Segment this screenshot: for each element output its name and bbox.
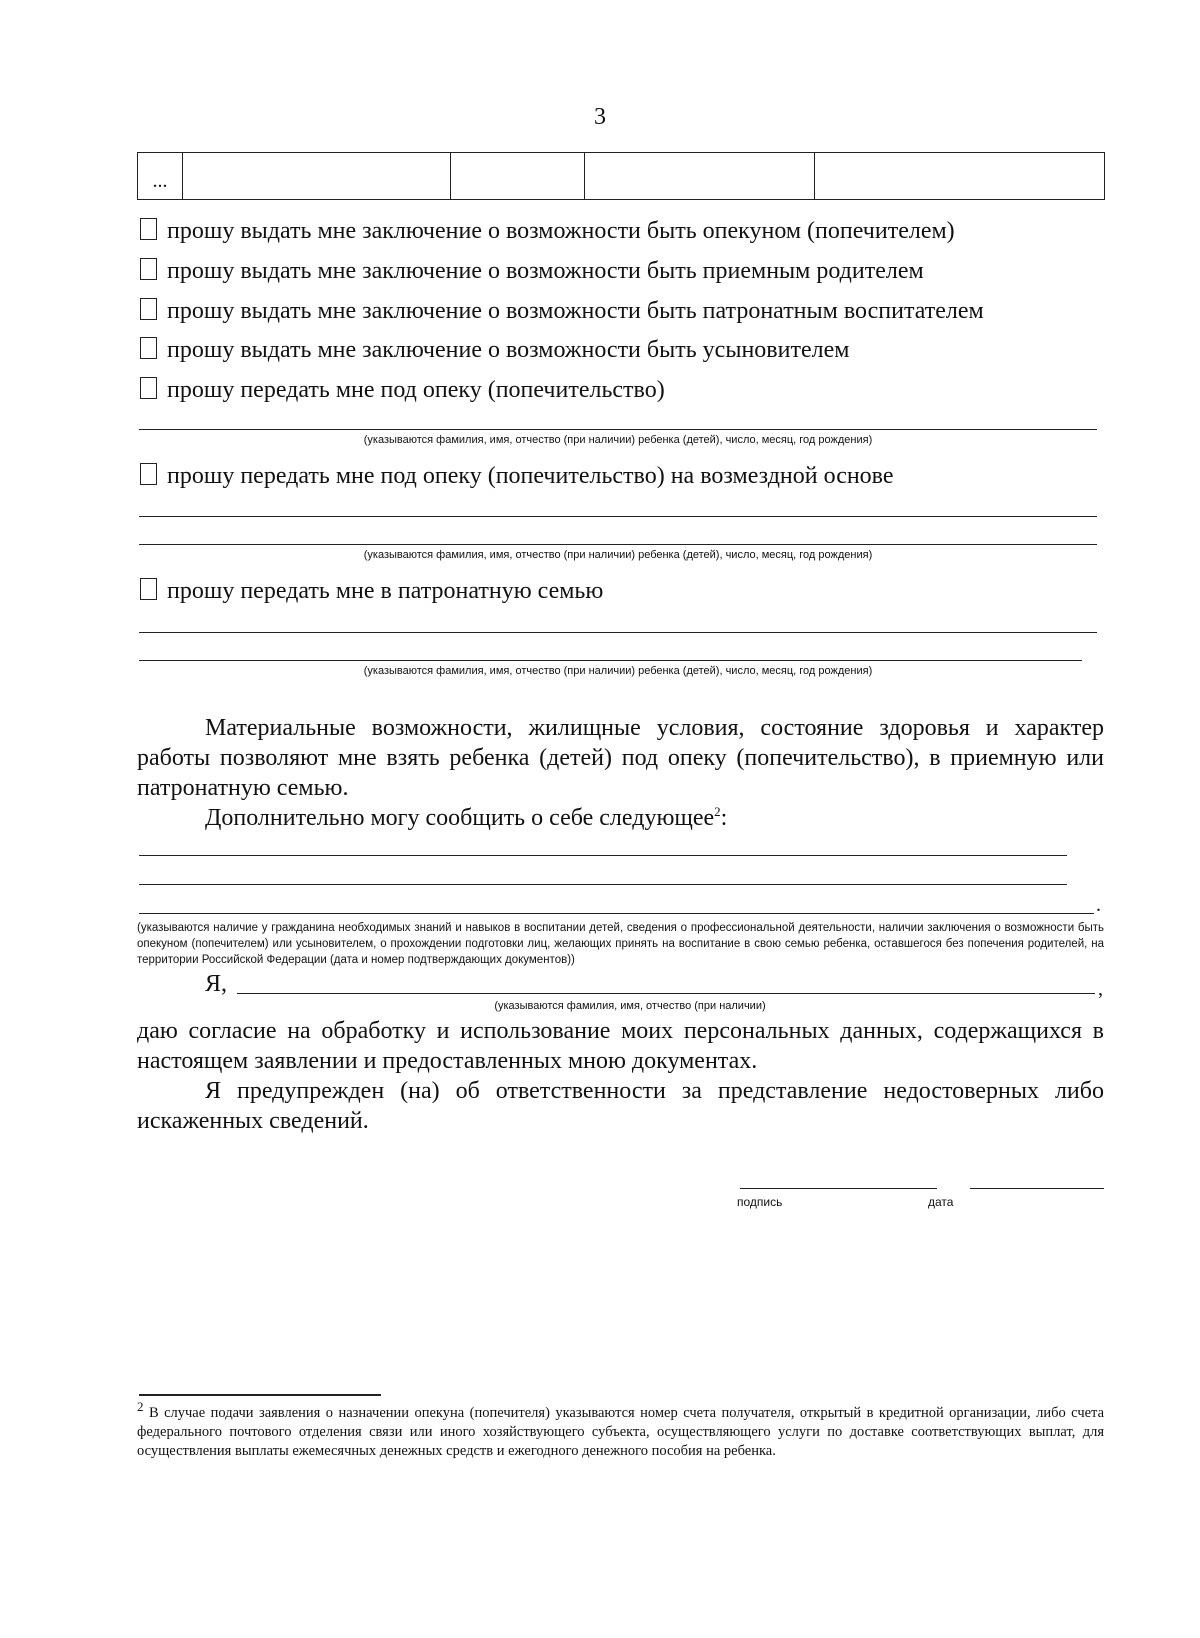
table-cell[interactable] [585, 153, 815, 199]
option-paid-custody [140, 461, 894, 491]
child-hint-1: (указываются фамилия, имя, отчество (при наличии) ребенка (детей), число, месяц, год рождения) [363, 434, 873, 446]
table-row [137, 152, 1105, 200]
checkbox-paid-custody[interactable] [140, 463, 157, 485]
period-mark: . [1096, 894, 1101, 916]
table-cell[interactable] [815, 153, 1104, 199]
checkbox-adoptive-parent[interactable] [140, 258, 157, 280]
option-foster [140, 576, 603, 606]
signature-label: подпись [737, 1195, 783, 1209]
additional-line-2[interactable] [139, 884, 1067, 885]
option-patronage-educator [140, 296, 984, 326]
signature-line[interactable] [740, 1188, 937, 1189]
option-guardian [140, 216, 955, 246]
paragraph-material: Материальные возможности, жилищные условия, состояние здоровья и характер работы позволяют мне взять ребенка (детей) под опеку (попечительство), в приемную или патронатную семью. [137, 715, 1104, 801]
option-adoptive-parent [140, 256, 924, 286]
additional-line-1[interactable] [139, 855, 1067, 856]
child-line-3a[interactable] [139, 632, 1097, 633]
option-patronage-educator-label: прошу выдать мне заключение о возможности быть патронатным воспитателем [167, 298, 984, 324]
paragraph-additional: Дополнительно могу сообщить о себе следующее$^2$: [205, 804, 728, 831]
option-guardian-label: прошу выдать мне заключение о возможности быть опекуном (попечителем) [167, 218, 955, 244]
page-number: 3 [594, 104, 606, 130]
comma-mark: , [1098, 978, 1103, 1000]
child-line-1[interactable] [139, 429, 1097, 430]
checkbox-foster[interactable] [140, 578, 157, 600]
checkbox-patronage-educator[interactable] [140, 298, 157, 320]
paragraph-warning: Я предупрежден (на) об ответственности за представление недостоверных либо искаженных сведений. [137, 1078, 1104, 1134]
paragraph-consent: даю согласие на обработку и использование моих персональных данных, содержащихся в настоящем заявлении и предоставленных мною документах. [137, 1018, 1104, 1074]
checkbox-guardian[interactable] [140, 218, 157, 240]
additional-line-3[interactable] [139, 913, 1094, 914]
child-hint-3: (указываются фамилия, имя, отчество (при наличии) ребенка (детей), число, месяц, год рождения) [363, 665, 873, 677]
table-cell[interactable] [451, 153, 585, 199]
table-cell[interactable] [183, 153, 451, 199]
footnote: $^2$ В случае подачи заявления о назначении опекуна (попечителя) указываются номер счета получателя, открытый в кредитной организации, либо счета федерального почтового отделения связи или иного хозяйствующего субъекта, осуществляющего услуги по доставке соответствующих выплат, для осуществления выплаты ежемесячных денежных средств и ежегодного денежного пособия на ребенка. [137, 1399, 1104, 1459]
checkbox-custody[interactable] [140, 377, 157, 399]
option-custody-label: прошу передать мне под опеку (попечительство) [167, 377, 665, 403]
child-line-2b[interactable] [139, 544, 1097, 545]
child-line-2a[interactable] [139, 516, 1097, 517]
option-adoptive-parent-label: прошу выдать мне заключение о возможности быть приемным родителем [167, 258, 924, 284]
fio-hint: (указываются фамилия, имя, отчество (при наличии) [494, 1000, 766, 1012]
option-paid-custody-label: прошу передать мне под опеку (попечительство) на возмездной основе [167, 463, 894, 489]
checkbox-adopter[interactable] [140, 337, 157, 359]
date-line[interactable] [970, 1188, 1104, 1189]
option-custody [140, 375, 665, 405]
option-adopter [140, 335, 849, 365]
child-line-3b[interactable] [139, 660, 1082, 661]
table-cell-dots: ... [138, 153, 183, 199]
date-label: дата [928, 1195, 954, 1209]
option-foster-label: прошу передать мне в патронатную семью [167, 578, 604, 604]
additional-hint: (указываются наличие у гражданина необходимых знаний и навыков в воспитании детей, сведения о профессиональной деятельности, наличии заключения о возможности быть опекуном (попечителем) или усыновителем, о прохождении подготовки лиц, желающих принять на воспитание в свою семью ребенка, оставшегося без попечения родителей, на территории Российской Федерации (дата и номер подтверждающих документов)) [137, 922, 1104, 966]
ya-label: Я, [205, 971, 228, 997]
child-hint-2: (указываются фамилия, имя, отчество (при наличии) ребенка (детей), число, месяц, год рождения) [363, 549, 873, 561]
option-adopter-label: прошу выдать мне заключение о возможности быть усыновителем [167, 337, 850, 363]
footnote-separator [139, 1394, 381, 1396]
fio-input-line[interactable] [237, 993, 1095, 994]
